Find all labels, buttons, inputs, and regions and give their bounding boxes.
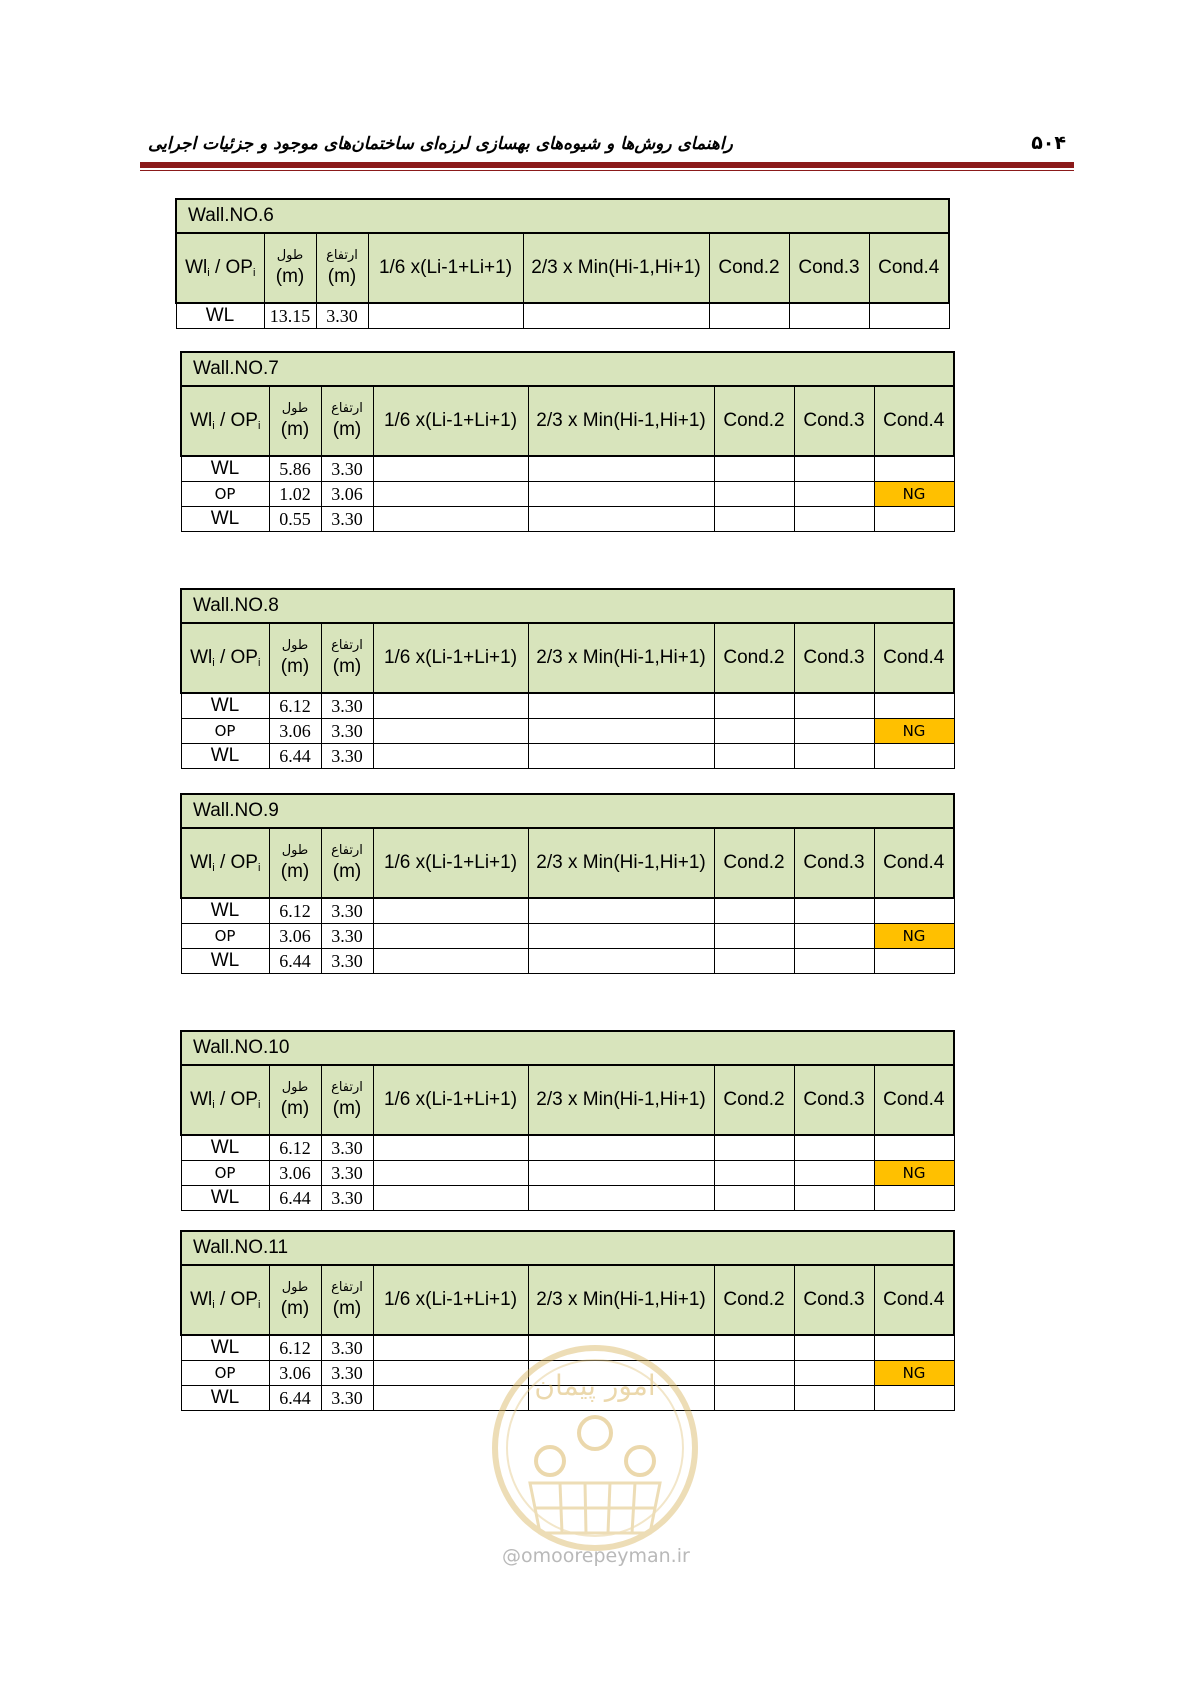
cell-cond3: [794, 1161, 874, 1186]
header-height-unit: (m): [332, 1098, 362, 1119]
cell-min-height: [528, 507, 714, 532]
cell-cond2: [714, 1386, 794, 1411]
header-cond2: Cond.2: [714, 1265, 794, 1335]
cell-cond2: [714, 1186, 794, 1211]
cell-min-height: [528, 1135, 714, 1161]
header-cond1: 1/6 x(Li-1+Li+1): [373, 828, 528, 898]
header-min-height: 2/3 x Min(Hi-1,Hi+1): [528, 828, 714, 898]
header-type-op: / OP: [214, 852, 258, 873]
header-type-text: Wl: [190, 852, 213, 873]
header-height-unit: (m): [332, 1298, 362, 1319]
header-min-height: 2/3 x Min(Hi-1,Hi+1): [523, 233, 709, 303]
wall-title: Wall.NO.8: [181, 589, 954, 623]
cell-cond1: [373, 1161, 528, 1186]
header-type-op: / OP: [209, 257, 253, 278]
cell-cond3: [794, 1186, 874, 1211]
cell-cond1: [373, 924, 528, 949]
table-row: [181, 1186, 954, 1211]
cell-min-height: [528, 1186, 714, 1211]
wall-table: [180, 588, 955, 769]
cell-cond2: [714, 1161, 794, 1186]
header-cond3: Cond.3: [794, 1065, 874, 1135]
cell-min-height: [528, 693, 714, 719]
header-length: [269, 1265, 321, 1335]
table-row: [176, 303, 949, 329]
header-type-sub: i: [212, 657, 215, 669]
header-length-fa: طول: [281, 401, 309, 416]
header-height-fa: ارتفاع: [331, 1280, 363, 1295]
header-length: [264, 233, 316, 303]
header-type-op: / OP: [214, 1289, 258, 1310]
cell-min-height: [528, 456, 714, 482]
header-type: [181, 623, 269, 693]
header-type-text: Wl: [190, 1089, 213, 1110]
header-type: [181, 828, 269, 898]
header-cond3: Cond.3: [794, 623, 874, 693]
cell-height: 3.30: [321, 1186, 373, 1211]
cell-height: 3.30: [321, 719, 373, 744]
cell-height: 3.30: [321, 507, 373, 532]
header-type: [181, 386, 269, 456]
cell-cond2: [714, 898, 794, 924]
cell-cond2: [714, 693, 794, 719]
cell-height: 3.30: [321, 1361, 373, 1386]
cell-cond3: [794, 693, 874, 719]
header-type-sub: i: [212, 1099, 215, 1111]
header-length: [269, 386, 321, 456]
wall-title: Wall.NO.11: [181, 1231, 954, 1265]
cell-height: 3.30: [316, 303, 368, 329]
wall-table: [180, 1030, 955, 1211]
cell-cond3: [794, 949, 874, 974]
cell-length: 6.12: [269, 898, 321, 924]
cell-type: WL: [181, 507, 269, 532]
cell-cond4: [874, 1186, 954, 1211]
cell-length: 0.55: [269, 507, 321, 532]
cell-cond3: [794, 898, 874, 924]
cell-cond2: [714, 744, 794, 769]
header-type: [181, 1265, 269, 1335]
cell-cond1: [373, 693, 528, 719]
table-row: [181, 482, 954, 507]
header-cond4: Cond.4: [874, 386, 954, 456]
header-length: [269, 623, 321, 693]
header-rule: [140, 162, 1074, 168]
cell-length: 6.44: [269, 949, 321, 974]
cell-height: 3.30: [321, 456, 373, 482]
cell-cond4: NG: [874, 1361, 954, 1386]
cell-height: 3.30: [321, 898, 373, 924]
header-length-fa: طول: [281, 1080, 309, 1095]
cell-cond2: [714, 507, 794, 532]
cell-length: 3.06: [269, 1361, 321, 1386]
cell-length: 3.06: [269, 719, 321, 744]
header-type-op: / OP: [214, 1089, 258, 1110]
header-cond1: 1/6 x(Li-1+Li+1): [368, 233, 523, 303]
header-length-unit: (m): [275, 266, 305, 287]
cell-height: 3.30: [321, 949, 373, 974]
header-cond1: 1/6 x(Li-1+Li+1): [373, 623, 528, 693]
header-type-sub: i: [257, 1299, 261, 1311]
cell-type: OP: [181, 924, 269, 949]
header-length-fa: طول: [276, 248, 304, 263]
cell-length: 3.06: [269, 924, 321, 949]
cell-type: WL: [181, 1186, 269, 1211]
table-row: [181, 744, 954, 769]
header-type-text: Wl: [190, 647, 213, 668]
table-row: [181, 898, 954, 924]
table-row: [181, 1161, 954, 1186]
header-length-unit: (m): [280, 1298, 310, 1319]
cell-height: 3.30: [321, 924, 373, 949]
header-cond2: Cond.2: [714, 386, 794, 456]
cell-type: OP: [181, 1161, 269, 1186]
header-type-sub: i: [207, 267, 210, 279]
cell-length: 6.12: [269, 1135, 321, 1161]
table-row: [181, 949, 954, 974]
cell-cond2: [714, 949, 794, 974]
cell-cond3: [794, 1135, 874, 1161]
cell-cond2: [714, 1135, 794, 1161]
cell-cond4: [874, 693, 954, 719]
cell-type: WL: [181, 456, 269, 482]
cell-cond3: [794, 1386, 874, 1411]
cell-type: WL: [181, 1135, 269, 1161]
cell-cond3: [789, 303, 869, 329]
cell-cond1: [373, 1186, 528, 1211]
header-height-unit: (m): [332, 419, 362, 440]
omoorepeyman-watermark-logo: [490, 1333, 700, 1563]
header-height-unit: (m): [332, 656, 362, 677]
cell-height: 3.30: [321, 1386, 373, 1411]
cell-cond4: [874, 898, 954, 924]
cell-cond3: [794, 924, 874, 949]
cell-length: 13.15: [264, 303, 316, 329]
cell-type: WL: [181, 1335, 269, 1361]
cell-cond1: [373, 949, 528, 974]
cell-cond1: [373, 456, 528, 482]
header-height-fa: ارتفاع: [331, 843, 363, 858]
cell-height: 3.30: [321, 1335, 373, 1361]
cell-min-height: [528, 898, 714, 924]
cell-type: OP: [181, 1361, 269, 1386]
header-min-height: 2/3 x Min(Hi-1,Hi+1): [528, 1265, 714, 1335]
wall-table: [180, 351, 955, 532]
header-cond2: Cond.2: [709, 233, 789, 303]
header-cond3: Cond.3: [794, 828, 874, 898]
wall-title: Wall.NO.9: [181, 794, 954, 828]
cell-cond3: [794, 719, 874, 744]
header-cond4: Cond.4: [874, 1065, 954, 1135]
cell-min-height: [528, 1161, 714, 1186]
cell-cond4: [874, 1335, 954, 1361]
cell-length: 6.12: [269, 693, 321, 719]
header-length: [269, 1065, 321, 1135]
header-height-unit: (m): [327, 266, 357, 287]
header-length: [269, 828, 321, 898]
header-type-sub: i: [257, 657, 261, 669]
cell-height: 3.30: [321, 1135, 373, 1161]
column-header-row: [181, 1265, 954, 1335]
header-type-sub: i: [257, 1099, 261, 1111]
cell-type: OP: [181, 482, 269, 507]
cell-cond4: [874, 1386, 954, 1411]
table-row: [181, 719, 954, 744]
cell-length: 1.02: [269, 482, 321, 507]
header-type-sub: i: [212, 1299, 215, 1311]
cell-height: 3.06: [321, 482, 373, 507]
header-type-op: / OP: [214, 647, 258, 668]
page-header-title: راهنمای روش‌ها و شیوه‌های بهسازی لرزه‌ای ساختمان‌های موجود و جزئیات اجرایی: [148, 134, 733, 154]
header-cond4: Cond.4: [874, 623, 954, 693]
cell-type: WL: [181, 693, 269, 719]
page-number: ۵۰۴: [1031, 132, 1066, 154]
wall-table: [175, 198, 950, 329]
header-height: [321, 828, 373, 898]
cell-cond4: NG: [874, 924, 954, 949]
header-height-fa: ارتفاع: [331, 401, 363, 416]
cell-cond3: [794, 1361, 874, 1386]
header-height-unit: (m): [332, 861, 362, 882]
cell-length: 6.44: [269, 1386, 321, 1411]
header-height-fa: ارتفاع: [326, 248, 358, 263]
cell-min-height: [528, 744, 714, 769]
cell-cond3: [794, 482, 874, 507]
header-cond1: 1/6 x(Li-1+Li+1): [373, 1265, 528, 1335]
header-type-op: / OP: [214, 410, 258, 431]
cell-cond2: [714, 924, 794, 949]
cell-min-height: [528, 482, 714, 507]
cell-cond4: [874, 456, 954, 482]
at-icon: @: [502, 1545, 521, 1567]
header-type-text: Wl: [190, 1289, 213, 1310]
cell-type: OP: [181, 719, 269, 744]
cell-cond1: [373, 482, 528, 507]
cell-cond2: [714, 719, 794, 744]
table-row: [181, 507, 954, 532]
cell-cond4: NG: [874, 482, 954, 507]
header-cond4: Cond.4: [869, 233, 949, 303]
cell-cond4: [869, 303, 949, 329]
header-min-height: 2/3 x Min(Hi-1,Hi+1): [528, 1065, 714, 1135]
header-type-sub: i: [252, 267, 256, 279]
header-cond4: Cond.4: [874, 1265, 954, 1335]
header-min-height: 2/3 x Min(Hi-1,Hi+1): [528, 623, 714, 693]
cell-length: 6.12: [269, 1335, 321, 1361]
cell-height: 3.30: [321, 1161, 373, 1186]
cell-cond2: [709, 303, 789, 329]
header-length-unit: (m): [280, 656, 310, 677]
column-header-row: [181, 1065, 954, 1135]
header-cond4: Cond.4: [874, 828, 954, 898]
header-type: [181, 1065, 269, 1135]
header-type: [176, 233, 264, 303]
cell-type: WL: [181, 898, 269, 924]
header-cond1: 1/6 x(Li-1+Li+1): [373, 386, 528, 456]
header-length-unit: (m): [280, 1098, 310, 1119]
table-row: [181, 1135, 954, 1161]
table-row: [181, 693, 954, 719]
header-type-sub: i: [212, 420, 215, 432]
column-header-row: [181, 386, 954, 456]
cell-cond3: [794, 1335, 874, 1361]
cell-min-height: [528, 949, 714, 974]
header-cond3: Cond.3: [789, 233, 869, 303]
header-height: [321, 1265, 373, 1335]
column-header-row: [181, 623, 954, 693]
cell-cond1: [373, 719, 528, 744]
table-row: [181, 924, 954, 949]
column-header-row: [181, 828, 954, 898]
watermark-site-text: omoorepeyman.ir: [521, 1545, 690, 1567]
header-cond2: Cond.2: [714, 623, 794, 693]
header-length-unit: (m): [280, 419, 310, 440]
cell-cond2: [714, 1361, 794, 1386]
cell-cond2: [714, 1335, 794, 1361]
header-height: [321, 1065, 373, 1135]
cell-type: WL: [176, 303, 264, 329]
header-cond3: Cond.3: [794, 386, 874, 456]
cell-length: 5.86: [269, 456, 321, 482]
header-length-fa: طول: [281, 1280, 309, 1295]
cell-cond1: [373, 898, 528, 924]
header-rule-thin: [140, 170, 1074, 171]
header-type-sub: i: [257, 420, 261, 432]
cell-cond4: [874, 744, 954, 769]
watermark-logo-text: امور پیمان: [534, 1369, 656, 1402]
cell-cond4: [874, 507, 954, 532]
column-header-row: [176, 233, 949, 303]
cell-min-height: [523, 303, 709, 329]
header-type-text: Wl: [190, 410, 213, 431]
cell-cond3: [794, 507, 874, 532]
cell-length: 6.44: [269, 1186, 321, 1211]
cell-cond4: NG: [874, 1161, 954, 1186]
cell-cond1: [368, 303, 523, 329]
header-length-fa: طول: [281, 843, 309, 858]
header-type-text: Wl: [185, 257, 208, 278]
header-type-sub: i: [212, 862, 215, 874]
cell-cond2: [714, 456, 794, 482]
cell-cond1: [373, 1135, 528, 1161]
wall-title: Wall.NO.6: [176, 199, 949, 233]
wall-table: [180, 793, 955, 974]
cell-type: WL: [181, 744, 269, 769]
cell-type: WL: [181, 949, 269, 974]
header-cond2: Cond.2: [714, 828, 794, 898]
cell-cond4: [874, 1135, 954, 1161]
cell-min-height: [528, 924, 714, 949]
cell-height: 3.30: [321, 693, 373, 719]
cell-type: WL: [181, 1386, 269, 1411]
cell-cond4: NG: [874, 719, 954, 744]
header-min-height: 2/3 x Min(Hi-1,Hi+1): [528, 386, 714, 456]
header-height: [321, 386, 373, 456]
header-cond3: Cond.3: [794, 1265, 874, 1335]
wall-title: Wall.NO.7: [181, 352, 954, 386]
cell-cond1: [373, 744, 528, 769]
cell-min-height: [528, 719, 714, 744]
header-cond2: Cond.2: [714, 1065, 794, 1135]
header-height: [321, 623, 373, 693]
cell-length: 6.44: [269, 744, 321, 769]
header-height-fa: ارتفاع: [331, 1080, 363, 1095]
cell-cond3: [794, 744, 874, 769]
cell-cond3: [794, 456, 874, 482]
header-length-fa: طول: [281, 638, 309, 653]
cell-cond1: [373, 507, 528, 532]
header-length-unit: (m): [280, 861, 310, 882]
cell-height: 3.30: [321, 744, 373, 769]
header-height-fa: ارتفاع: [331, 638, 363, 653]
watermark-site: [502, 1545, 690, 1567]
cell-length: 3.06: [269, 1161, 321, 1186]
header-height: [316, 233, 368, 303]
table-row: [181, 456, 954, 482]
cell-cond4: [874, 949, 954, 974]
header-cond1: 1/6 x(Li-1+Li+1): [373, 1065, 528, 1135]
cell-cond2: [714, 482, 794, 507]
wall-title: Wall.NO.10: [181, 1031, 954, 1065]
header-type-sub: i: [257, 862, 261, 874]
